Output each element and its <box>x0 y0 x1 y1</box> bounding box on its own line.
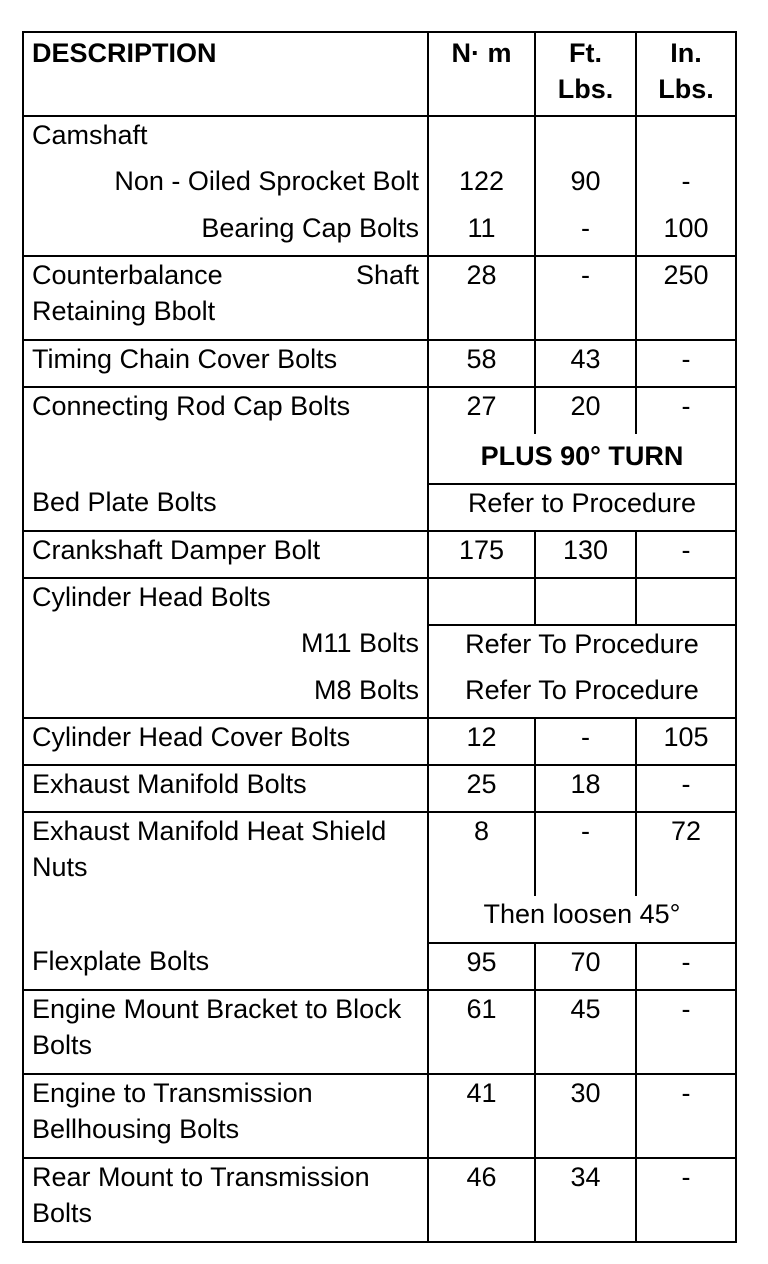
row-label: Connecting Rod Cap Bolts <box>23 387 428 434</box>
row-label: M11 Bolts <box>23 625 428 672</box>
cell-in: - <box>636 1158 736 1242</box>
header-ft: Ft. Lbs. <box>535 32 636 116</box>
torque-spec-table <box>22 31 737 1243</box>
table-row <box>23 625 736 672</box>
row-label-part: Counterbalance <box>32 260 223 290</box>
table-row <box>23 718 736 765</box>
cell-ft: - <box>535 256 636 340</box>
cell-ft: 130 <box>535 531 636 578</box>
cell-ft: - <box>535 812 636 896</box>
group-label-camshaft: Camshaft <box>23 116 428 163</box>
table-row <box>23 340 736 387</box>
row-label-part: Retaining Bbolt <box>32 296 216 326</box>
cell-in: - <box>636 387 736 434</box>
note-plus-turn: PLUS 90° TURN <box>428 434 736 484</box>
cell-nm: 28 <box>428 256 535 340</box>
note-refer-procedure: Refer to Procedure <box>428 484 736 531</box>
cell-ft: 18 <box>535 765 636 812</box>
table-row <box>23 484 736 531</box>
cell-in: - <box>636 531 736 578</box>
row-label: Exhaust Manifold Heat Shield Nuts <box>23 812 428 896</box>
group-label-cylinder-head: Cylinder Head Bolts <box>23 578 428 625</box>
cell-nm: 27 <box>428 387 535 434</box>
cell-in: 105 <box>636 718 736 765</box>
cell-nm: 95 <box>428 943 535 990</box>
cell-in: 72 <box>636 812 736 896</box>
cell-in: - <box>636 765 736 812</box>
cell-ft: - <box>535 718 636 765</box>
cell-nm: 8 <box>428 812 535 896</box>
cell-ft: 70 <box>535 943 636 990</box>
table-row <box>23 1074 736 1158</box>
cell-nm: 58 <box>428 340 535 387</box>
table-row <box>23 578 736 625</box>
row-label: Rear Mount to Transmission Bolts <box>23 1158 428 1242</box>
cell-ft: 43 <box>535 340 636 387</box>
row-label: Engine to Transmission Bellhousing Bolts <box>23 1074 428 1158</box>
table-row <box>23 812 736 896</box>
table-row <box>23 990 736 1074</box>
row-label <box>23 256 428 340</box>
row-label: Timing Chain Cover Bolts <box>23 340 428 387</box>
cell-nm: 46 <box>428 1158 535 1242</box>
row-label: Crankshaft Damper Bolt <box>23 531 428 578</box>
cell-nm: 61 <box>428 990 535 1074</box>
cell-nm: 12 <box>428 718 535 765</box>
table-row <box>23 256 736 340</box>
table-row <box>23 1158 736 1242</box>
cell-in: 250 <box>636 256 736 340</box>
row-label: Cylinder Head Cover Bolts <box>23 718 428 765</box>
row-label: Non - Oiled Sprocket Bolt <box>23 163 428 210</box>
table-row <box>23 116 736 163</box>
cell-nm: 175 <box>428 531 535 578</box>
cell-in: - <box>636 163 736 210</box>
cell-nm: 122 <box>428 163 535 210</box>
cell-in: 100 <box>636 210 736 256</box>
row-label: Bearing Cap Bolts <box>23 210 428 256</box>
table-row <box>23 163 736 210</box>
table-row <box>23 943 736 990</box>
table-row <box>23 210 736 256</box>
header-nm: N· m <box>428 32 535 116</box>
cell-nm: 41 <box>428 1074 535 1158</box>
header-description: DESCRIPTION <box>23 32 428 116</box>
table-row <box>23 672 736 718</box>
table-row <box>23 387 736 434</box>
cell-in: - <box>636 943 736 990</box>
note-refer-procedure: Refer To Procedure <box>428 625 736 672</box>
header-in: In. Lbs. <box>636 32 736 116</box>
cell-ft: - <box>535 210 636 256</box>
row-label: M8 Bolts <box>23 672 428 718</box>
cell-ft: 45 <box>535 990 636 1074</box>
cell-ft: 30 <box>535 1074 636 1158</box>
row-label-part: Shaft <box>355 260 419 290</box>
cell-nm: 11 <box>428 210 535 256</box>
cell-nm: 25 <box>428 765 535 812</box>
row-label: Bed Plate Bolts <box>23 484 428 531</box>
row-label: Flexplate Bolts <box>23 943 428 990</box>
cell-ft: 34 <box>535 1158 636 1242</box>
note-then-loosen: Then loosen 45° <box>428 896 736 943</box>
cell-in: - <box>636 340 736 387</box>
table-row <box>23 765 736 812</box>
row-label: Exhaust Manifold Bolts <box>23 765 428 812</box>
note-refer-procedure: Refer To Procedure <box>428 672 736 718</box>
cell-ft: 90 <box>535 163 636 210</box>
cell-in: - <box>636 1074 736 1158</box>
table-row <box>23 896 736 943</box>
table-row <box>23 531 736 578</box>
table-row <box>23 434 736 484</box>
header-row <box>23 32 736 116</box>
cell-ft: 20 <box>535 387 636 434</box>
cell-in: - <box>636 990 736 1074</box>
row-label: Engine Mount Bracket to Block Bolts <box>23 990 428 1074</box>
